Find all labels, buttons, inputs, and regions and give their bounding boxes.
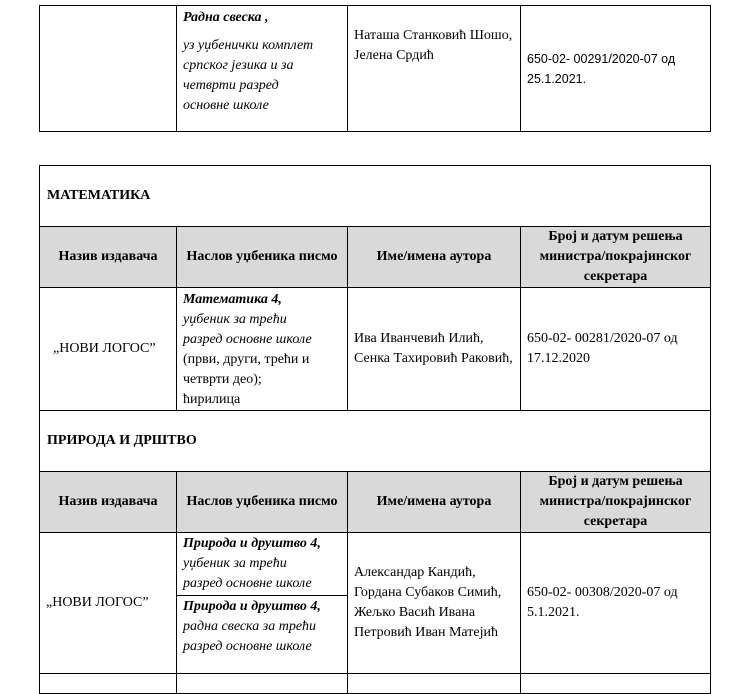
header-title: Наслов уџбеника писмо [177,472,348,533]
publisher-cell [40,6,177,132]
decision-cell: 650-02- 00281/2020-07 од 17.12.2020 [521,288,711,411]
section-header-row [40,166,711,227]
header-publisher: Назив издавача [40,227,177,288]
section-title: МАТЕМАТИКА [40,166,711,227]
book-title: Радна свеска , [183,10,269,25]
decision-cell: 650-02- 00308/2020-07 од 5.1.2021. [521,533,711,674]
header-authors: Име/имена аутора [348,472,521,533]
publisher-cell: „НОВИ ЛОГОС” [40,288,177,411]
title-cell: Математика 4, уџбеник за трећи разред основне школе (први, други, трећи и четврти део); ћирилица [177,288,348,411]
decision-cell: 650-02- 00291/2020-07 од 25.1.2021. [521,6,711,132]
book-description: уз уџбенички комплет српског језика и за четврти разред основне школе [183,38,314,113]
section-title: ПРИРОДА И ДРШТВО [40,411,711,472]
title-cell [177,6,348,132]
authors-cell: Ива Иванчевић Илић, Сенка Тахировић Раковић, [348,288,521,411]
empty-cell [177,674,348,694]
header-authors: Име/имена аутора [348,227,521,288]
section-header-row [40,411,711,472]
authors-cell: Александар Кандић, Гордана Субаков Симић, Жељко Васић Ивана Петровић Иван Матејић [348,533,521,674]
book-title: Природа и друштво 4, [183,599,321,614]
table-row [40,6,711,132]
empty-cell [348,674,521,694]
book-title: Природа и друштво 4, [183,536,321,551]
book-title: Математика 4, [183,292,282,307]
authors-cell: Наташа Станковић Шошо, Јелена Срдић [348,6,521,132]
table-row [40,533,711,674]
publisher-cell: „НОВИ ЛОГОС” [40,533,177,674]
textbooks-table [39,165,711,694]
column-header-row [40,227,711,288]
header-publisher: Назив издавача [40,472,177,533]
title-cell [177,533,348,674]
table-row [40,674,711,694]
textbook-part: Природа и друштво 4, уџбеник за трећи разред основне школе [177,534,347,596]
column-header-row [40,472,711,533]
previous-table-fragment [39,5,711,132]
empty-cell [521,674,711,694]
header-decision: Број и датум решења министра/покрајинског секретара [521,472,711,533]
header-title: Наслов уџбеника писмо [177,227,348,288]
workbook-part: Природа и друштво 4, радна свеска за трећи разред основне школе [183,596,341,657]
empty-cell [40,674,177,694]
table-row [40,288,711,411]
header-decision: Број и датум решења министра/покрајинског секретара [521,227,711,288]
